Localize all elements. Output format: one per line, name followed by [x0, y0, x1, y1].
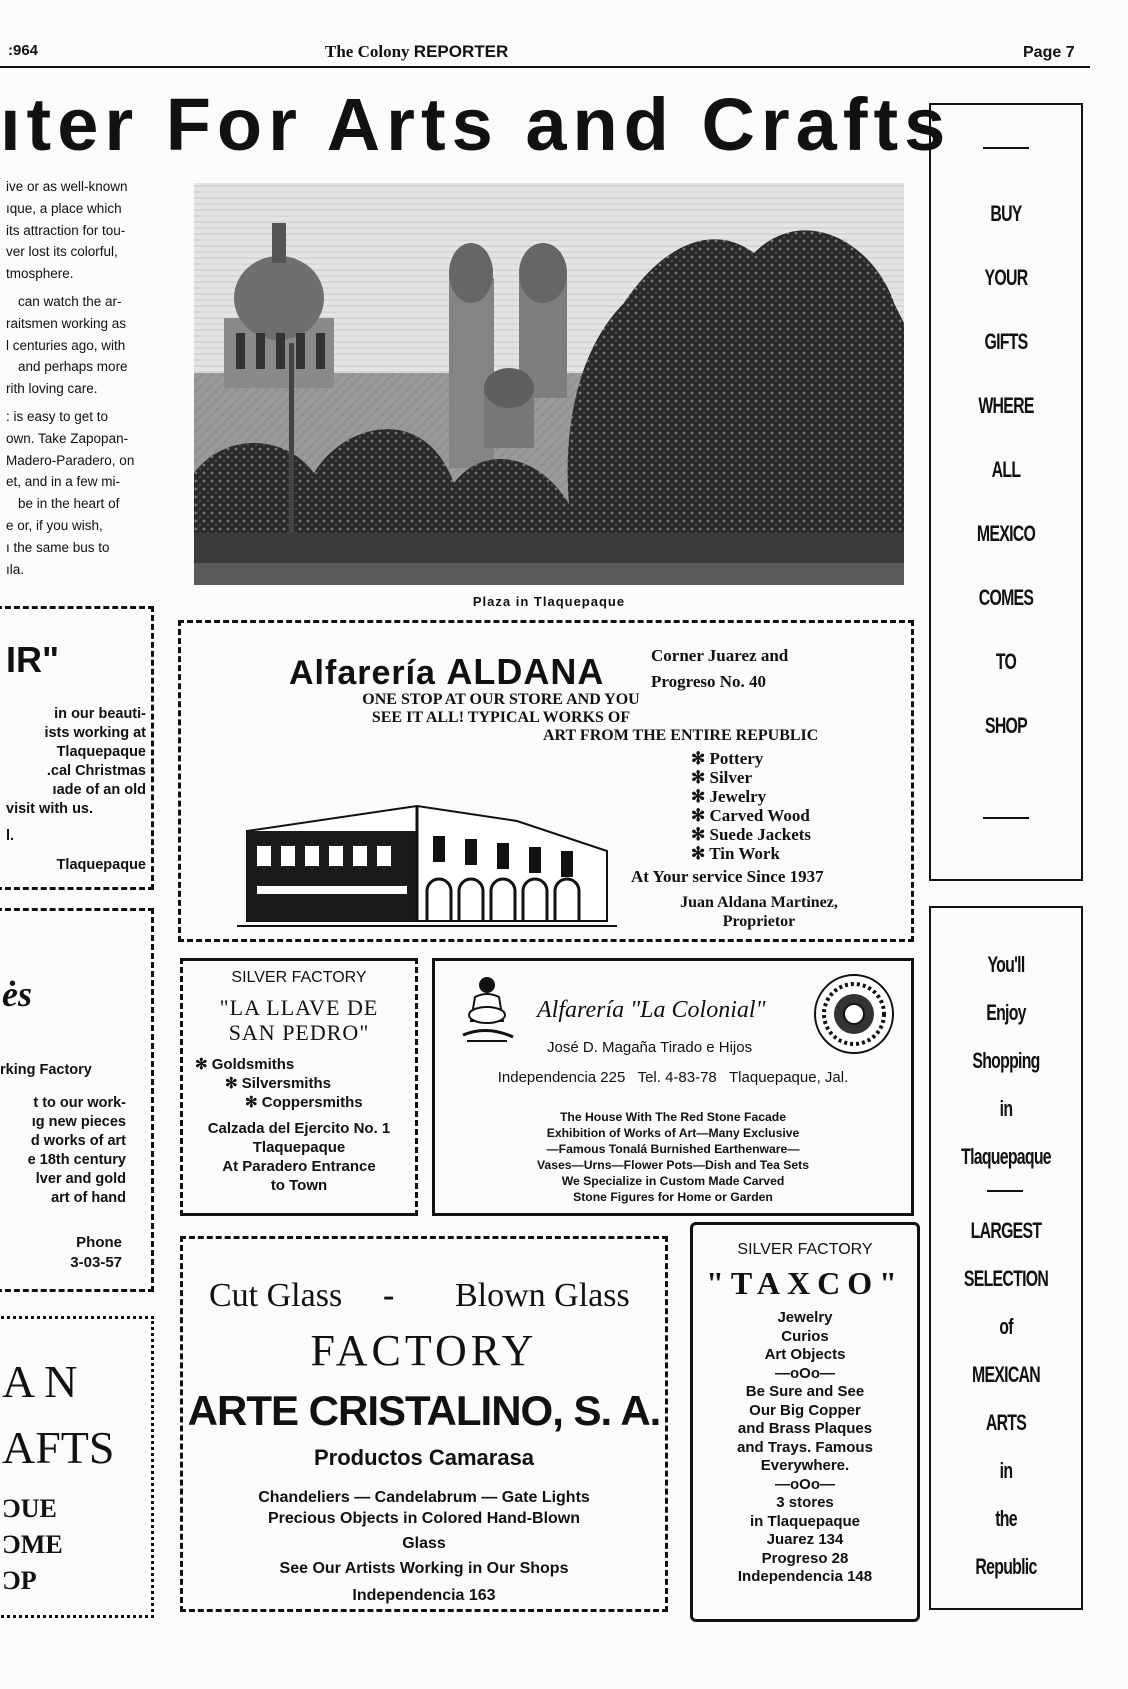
sidebar-rule [983, 147, 1029, 149]
asterisk-icon: ✻ [691, 768, 710, 787]
header-year: :964 [8, 42, 39, 59]
colonial-owner: José D. Magaña Tirado e Hijos [547, 1039, 753, 1056]
left-ad-line: art of hand [51, 1190, 126, 1206]
taxco-line: Juarez 134 [766, 1531, 844, 1548]
sidebar-word: Tlaquepaque [961, 1144, 1051, 1169]
story-line: ı the same bus to [6, 539, 110, 555]
sidebar-word: of [999, 1314, 1013, 1339]
left-ad-line: Tlaquepaque [56, 744, 146, 760]
potter-icon [457, 975, 519, 1047]
aldana-owner [649, 893, 869, 931]
colonial-desc-line: Stone Figures for Home or Garden [573, 1190, 773, 1204]
aldana-address-line: Corner Juarez and [651, 646, 789, 665]
plaza-photo [194, 183, 904, 585]
left-ad-line: ƆME [2, 1530, 63, 1559]
left-ad-crafts [0, 1316, 154, 1618]
sidebar-word: You'll [987, 952, 1025, 977]
ad-alfareria-la-colonial [432, 958, 914, 1216]
llave-address-line: Tlaquepaque [252, 1139, 346, 1156]
cristalino-description [183, 1487, 665, 1606]
cristalino-desc-line: See Our Artists Working in Our Shops [279, 1560, 569, 1577]
left-ad-text [6, 705, 146, 875]
sidebar-words-top [931, 952, 1081, 1170]
sidebar-word: ARTS [985, 1410, 1027, 1435]
left-ad-line: A N [2, 1356, 78, 1407]
taxco-line: Everywhere. [760, 1457, 850, 1474]
taxco-line: Our Big Copper [749, 1401, 861, 1419]
aldana-owner-title: Proprietor [722, 913, 796, 930]
sidebar-word: SELECTION [963, 1266, 1049, 1291]
asterisk-icon: ✻ [195, 1056, 212, 1073]
left-ad-title: ės [2, 974, 32, 1014]
left-ad-line: ƆUE [2, 1494, 57, 1523]
sidebar-rule [987, 1190, 1023, 1192]
cristalino-cut-glass: Cut Glass [209, 1277, 343, 1314]
left-ad-factory [0, 908, 154, 1292]
aldana-brand-a: Alfarería [289, 654, 447, 692]
colonial-desc-line: Exhibition of Works of Art—Many Exclusive [546, 1126, 800, 1140]
sidebar-word: in [999, 1458, 1013, 1483]
aldana-address [651, 643, 788, 695]
sidebar-word: Shopping [972, 1048, 1040, 1073]
story-line: l centuries ago, with [6, 337, 126, 353]
asterisk-icon: ✻ [245, 1094, 262, 1111]
taxco-line: Jewelry [777, 1309, 833, 1326]
aztec-calendar-icon [813, 973, 895, 1055]
cristalino-name: ARTE CRISTALINO, S. A. [187, 1387, 661, 1434]
taxco-line: and Trays. Famous [737, 1438, 873, 1456]
aldana-item [691, 749, 811, 768]
page-number: Page 7 [1023, 44, 1075, 61]
aldana-item-label: Silver [709, 768, 752, 787]
story-line: its attraction for tou- [6, 222, 126, 238]
left-ad-line: t to our work- [33, 1095, 126, 1111]
llave-name-line: "LA LLAVE DE [219, 995, 379, 1020]
aldana-item-label: Suede Jackets [709, 825, 812, 844]
cristalino-desc-line: Precious Objects in Colored Hand-Blown [267, 1510, 581, 1527]
ad-silver-factory-taxco [690, 1222, 920, 1622]
left-ad-line: ıg new pieces [31, 1114, 126, 1130]
llave-item-label: Silversmiths [241, 1075, 331, 1092]
llave-items [195, 1055, 363, 1112]
aldana-item-label: Tin Work [709, 844, 780, 863]
left-ad-text [2, 1491, 63, 1599]
left-ad-line: ƆP [2, 1566, 37, 1595]
left-ad-text [0, 1061, 126, 1208]
aldana-brand-b: ALDANA [446, 651, 605, 692]
headline: ıter For Arts and Crafts [0, 83, 952, 166]
aldana-item [691, 844, 811, 863]
sidebar-word: LARGEST [970, 1218, 1042, 1243]
cristalino-sub: Productos Camarasa [313, 1445, 535, 1470]
left-ad-line: lver and gold [35, 1171, 126, 1187]
aldana-tag-line: SEE IT ALL! TYPICAL WORKS OF [371, 709, 631, 726]
cristalino-factory: FACTORY [310, 1326, 538, 1375]
cristalino-desc-line: Glass [402, 1535, 446, 1552]
masthead-name: REPORTER [413, 42, 509, 61]
sidebar-word: Republic [975, 1554, 1037, 1579]
left-ad-line: in our beauti- [54, 706, 146, 722]
story-line: ıla. [6, 561, 25, 577]
sidebar-word: WHERE [978, 393, 1034, 418]
taxco-line: and Brass Plaques [737, 1420, 873, 1437]
asterisk-icon: ✻ [691, 844, 710, 863]
llave-address-line: At Paradero Entrance [222, 1158, 376, 1175]
aldana-item [691, 787, 811, 806]
taxco-line: Be Sure and See [745, 1383, 865, 1400]
left-ad-line: AFTS [2, 1422, 115, 1473]
sidebar-word: Enjoy [986, 1000, 1026, 1025]
sidebar-word: the [995, 1506, 1017, 1531]
aldana-item [691, 806, 811, 825]
taxco-line: Progreso 28 [761, 1549, 849, 1567]
cristalino-separator: - [383, 1277, 395, 1314]
story-line: and perhaps more [18, 359, 128, 375]
story-line: raitsmen working as [6, 315, 127, 331]
story-line: ive or as well-known [6, 179, 128, 194]
llave-item [195, 1093, 363, 1112]
colonial-desc-line: The House With The Red Stone Facade [559, 1110, 787, 1124]
colonial-address: Independencia 225 Tel. 4-83-78 Tlaquepaque, Jal. [497, 1069, 849, 1086]
llave-item-label: Goldsmiths [211, 1056, 295, 1073]
sidebar-word: in [999, 1096, 1013, 1121]
colonial-desc-line: —Famous Tonalá Burnished Earthenware— [546, 1142, 800, 1156]
aldana-brand [289, 651, 604, 693]
cristalino-address: Independencia 163 [352, 1587, 496, 1604]
photo-caption: Plaza in Tlaquepaque [472, 594, 626, 609]
taxco-line: Curios [781, 1327, 829, 1345]
asterisk-icon: ✻ [691, 749, 710, 768]
left-ad-line: Tlaquepaque [56, 857, 146, 873]
cristalino-blown-glass: Blown Glass [455, 1277, 630, 1314]
masthead [325, 42, 508, 62]
taxco-name: "TAXCO" [706, 1265, 904, 1301]
sidebar-word: YOUR [984, 265, 1028, 290]
aldana-tag-line: ONE STOP AT OUR STORE AND YOU [362, 691, 640, 708]
aldana-item-label: Jewelry [709, 787, 767, 806]
aldana-owner-name: Juan Aldana Martinez, [680, 894, 838, 911]
sidebar-word: ALL [991, 457, 1021, 482]
ad-arte-cristalino [180, 1236, 668, 1612]
taxco-line: Independencia 148 [737, 1568, 873, 1585]
masthead-prefix: The Colony [325, 42, 414, 61]
left-ad-title: IR" [6, 639, 60, 680]
story-line: Madero-Paradero, on [6, 452, 135, 468]
taxco-ornament: —oOo— [775, 1364, 835, 1382]
story-line: be in the heart of [18, 496, 120, 512]
story-line: tmosphere. [6, 266, 74, 282]
sidebar-word: TO [995, 649, 1017, 674]
sidebar-word: MEXICO [976, 521, 1036, 546]
taxco-ornament: —oOo— [775, 1475, 835, 1493]
aldana-tagline [331, 691, 671, 727]
llave-address-line: to Town [270, 1177, 328, 1194]
asterisk-icon: ✻ [691, 806, 710, 825]
llave-item-label: Coppersmiths [261, 1094, 363, 1111]
story-line: e or, if you wish, [6, 517, 103, 533]
aldana-item [691, 768, 811, 787]
sidebar-words-bottom [931, 1218, 1081, 1580]
left-ad-line: .cal Christmas [46, 763, 146, 779]
asterisk-icon: ✻ [691, 825, 710, 844]
llave-address-line: Calzada del Ejercito No. 1 [207, 1120, 391, 1137]
taxco-details [693, 1309, 917, 1587]
left-ad-line: e 18th century [27, 1152, 126, 1168]
left-ad-christmas [0, 606, 154, 890]
story-line: own. Take Zapopan- [6, 430, 129, 446]
sidebar-word: GIFTS [984, 329, 1028, 354]
aldana-items [691, 749, 811, 863]
colonial-desc-line: We Specialize in Custom Made Carved [561, 1174, 785, 1188]
taxco-line: 3 stores [776, 1494, 834, 1511]
left-ad-line: d works of art [30, 1133, 126, 1149]
asterisk-icon: ✻ [691, 787, 710, 806]
left-ad-line: ists working at [44, 725, 146, 741]
story-line: can watch the ar- [18, 293, 122, 309]
aldana-since: At Your service Since 1937 [631, 867, 824, 886]
llave-address [183, 1119, 415, 1195]
sidebar-word: BUY [990, 201, 1022, 226]
left-ad-line: rking Factory [0, 1062, 92, 1078]
sidebar-words [931, 201, 1081, 739]
ad-la-llave-de-san-pedro [180, 958, 418, 1216]
llave-head: SILVER FACTORY [231, 969, 367, 986]
story-line: et, and in a few mi- [6, 474, 121, 490]
aldana-address-line: Progreso No. 40 [651, 672, 767, 691]
llave-name [183, 995, 415, 1045]
story-line: ver lost its colorful, [6, 244, 118, 260]
story-line: ıque, a place which [6, 200, 122, 216]
sidebar-rule [983, 817, 1029, 819]
sidebar-word: COMES [978, 585, 1034, 610]
sidebar-word: SHOP [984, 713, 1028, 738]
plaza-photo-illustration [194, 183, 904, 585]
cristalino-desc-line: Chandeliers — Candelabrum — Gate Lights [258, 1489, 590, 1506]
sidebar-ad-shopping [929, 906, 1083, 1610]
sidebar-ad-buy-gifts [929, 103, 1083, 881]
header-rule [0, 66, 1090, 68]
llave-name-line: SAN PEDRO" [228, 1020, 370, 1045]
aldana-building-illustration [237, 761, 617, 931]
ad-alfareria-aldana [178, 620, 914, 942]
aldana-tag-line: ART FROM THE ENTIRE REPUBLIC [543, 727, 819, 744]
left-ad-line: visit with us. [6, 801, 94, 817]
colonial-name: Alfarería "La Colonial" [537, 997, 766, 1023]
left-ad-line: ıade of an old [52, 782, 146, 798]
asterisk-icon: ✻ [225, 1075, 242, 1092]
taxco-line: in Tlaquepaque [749, 1512, 860, 1530]
colonial-description [435, 1109, 911, 1205]
aldana-item-label: Pottery [709, 749, 764, 768]
colonial-desc-line: Vases—Urns—Flower Pots—Dish and Tea Sets [536, 1158, 810, 1172]
aldana-item-label: Carved Wood [709, 806, 810, 825]
phone-number: 3-03-57 [70, 1254, 122, 1271]
sidebar-word: MEXICAN [971, 1362, 1040, 1387]
taxco-line: Art Objects [764, 1346, 846, 1363]
aldana-item [691, 825, 811, 844]
llave-item [195, 1074, 363, 1093]
left-ad-title [2, 1349, 114, 1481]
left-ad-phone [56, 1233, 122, 1273]
llave-item [195, 1055, 363, 1074]
left-ad-line: l. [6, 828, 15, 844]
left-story [6, 176, 156, 580]
phone-label: Phone [76, 1234, 122, 1251]
story-line: : is easy to get to [6, 408, 109, 424]
story-line: rith loving care. [6, 381, 98, 397]
taxco-head: SILVER FACTORY [737, 1241, 873, 1258]
